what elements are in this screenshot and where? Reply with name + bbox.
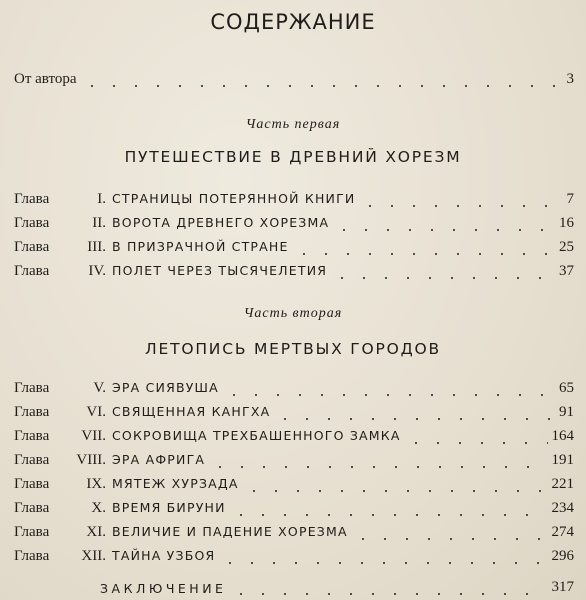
chapter-title: ЭРА СИЯВУША — [112, 380, 219, 395]
chapter-word: Глава — [14, 404, 50, 420]
page-number: 65 — [559, 380, 574, 396]
page-number: 37 — [559, 263, 574, 279]
page-number: 25 — [559, 239, 574, 255]
chapter-word: Глава — [14, 263, 50, 279]
toc-row-chapter — [14, 543, 574, 565]
chapter-title: СВЯЩЕННАЯ КАНГХА — [112, 404, 271, 419]
page-number: 234 — [551, 500, 574, 516]
toc-row-chapter — [14, 186, 574, 208]
toc-row-conclusion — [100, 574, 574, 596]
part-1-label: Часть первая — [245, 117, 341, 132]
page-number: 164 — [551, 428, 574, 444]
conclusion-title: ЗАКЛЮЧЕНИЕ — [100, 581, 227, 596]
chapter-number: VIII. — [76, 452, 106, 468]
chapter-number: IX. — [86, 476, 106, 492]
chapter-word: Глава — [14, 239, 50, 255]
chapter-word: Глава — [14, 524, 50, 540]
chapter-number: XII. — [81, 548, 106, 564]
dot-leader — [274, 407, 555, 421]
chapter-number: I. — [97, 191, 106, 207]
chapter-number: XI. — [86, 524, 106, 540]
page-number: 317 — [551, 579, 574, 595]
toc-row-chapter — [14, 399, 574, 421]
dot-leader — [230, 503, 548, 517]
dot-leader — [293, 242, 555, 256]
dot-leader — [209, 455, 547, 469]
chapter-title: МЯТЕЖ ХУРЗАДА — [112, 476, 239, 491]
chapter-word: Глава — [14, 452, 50, 468]
toc-row-chapter — [14, 375, 574, 397]
chapter-title: ВРЕМЯ БИРУНИ — [112, 500, 226, 515]
chapter-word: Глава — [14, 476, 50, 492]
dot-leader — [81, 74, 563, 88]
dot-leader — [223, 383, 555, 397]
chapter-word: Глава — [14, 191, 50, 207]
chapter-word: Глава — [14, 500, 50, 516]
page-number: 91 — [559, 404, 574, 420]
dot-leader — [333, 218, 555, 232]
dot-leader — [359, 194, 562, 208]
chapter-title: СТРАНИЦЫ ПОТЕРЯННОЙ КНИГИ — [112, 191, 356, 206]
toc-row-chapter — [14, 471, 574, 493]
page-number: 16 — [559, 215, 574, 231]
page-number: 191 — [551, 452, 574, 468]
part-2-title: ЛЕТОПИСЬ МЕРТВЫХ ГОРОДОВ — [145, 340, 441, 358]
chapter-title: ТАЙНА УЗБОЯ — [112, 548, 216, 563]
page-number: 3 — [566, 71, 574, 87]
chapter-word: Глава — [14, 428, 50, 444]
chapter-number: IV. — [88, 263, 106, 279]
chapter-title: ПОЛЕТ ЧЕРЕЗ ТЫСЯЧЕЛЕТИЯ — [112, 263, 328, 278]
chapter-title: ЭРА АФРИГА — [112, 452, 206, 467]
chapter-title: СОКРОВИЩА ТРЕХБАШЕННОГО ЗАМКА — [112, 428, 401, 443]
chapter-number: VII. — [81, 428, 106, 444]
chapter-number: III. — [87, 239, 106, 255]
chapter-number: V. — [93, 380, 106, 396]
page-number: 7 — [566, 191, 574, 207]
chapter-word: Глава — [14, 215, 50, 231]
chapter-number: II. — [92, 215, 106, 231]
dot-leader — [352, 527, 548, 541]
toc-row-chapter — [14, 495, 574, 517]
dot-leader — [219, 551, 547, 565]
toc-row-intro — [14, 66, 574, 88]
page-number: 274 — [551, 524, 574, 540]
page-title: СОДЕРЖАНИЕ — [210, 10, 376, 34]
dot-leader — [331, 266, 555, 280]
intro-label: От автора — [14, 71, 77, 87]
dot-leader — [230, 582, 547, 596]
chapter-word: Глава — [14, 548, 50, 564]
toc-row-chapter — [14, 234, 574, 256]
chapter-title: ВЕЛИЧИЕ И ПАДЕНИЕ ХОРЕЗМА — [112, 524, 348, 539]
part-2-label: Часть вторая — [243, 306, 343, 321]
page-number: 296 — [551, 548, 574, 564]
dot-leader — [243, 479, 548, 493]
part-1-title: ПУТЕШЕСТВИЕ В ДРЕВНИЙ ХОРЕЗМ — [124, 148, 462, 166]
chapter-number: X. — [91, 500, 106, 516]
chapter-title: ВОРОТА ДРЕВНЕГО ХОРЕЗМА — [112, 215, 330, 230]
dot-leader — [405, 431, 548, 445]
chapter-title: В ПРИЗРАЧНОЙ СТРАНЕ — [112, 239, 289, 254]
chapter-number: VI. — [86, 404, 106, 420]
toc-row-chapter — [14, 519, 574, 541]
toc-row-chapter — [14, 210, 574, 232]
toc-row-chapter — [14, 423, 574, 445]
page-number: 221 — [551, 476, 574, 492]
toc-row-chapter — [14, 447, 574, 469]
chapter-word: Глава — [14, 380, 50, 396]
toc-row-chapter — [14, 258, 574, 280]
